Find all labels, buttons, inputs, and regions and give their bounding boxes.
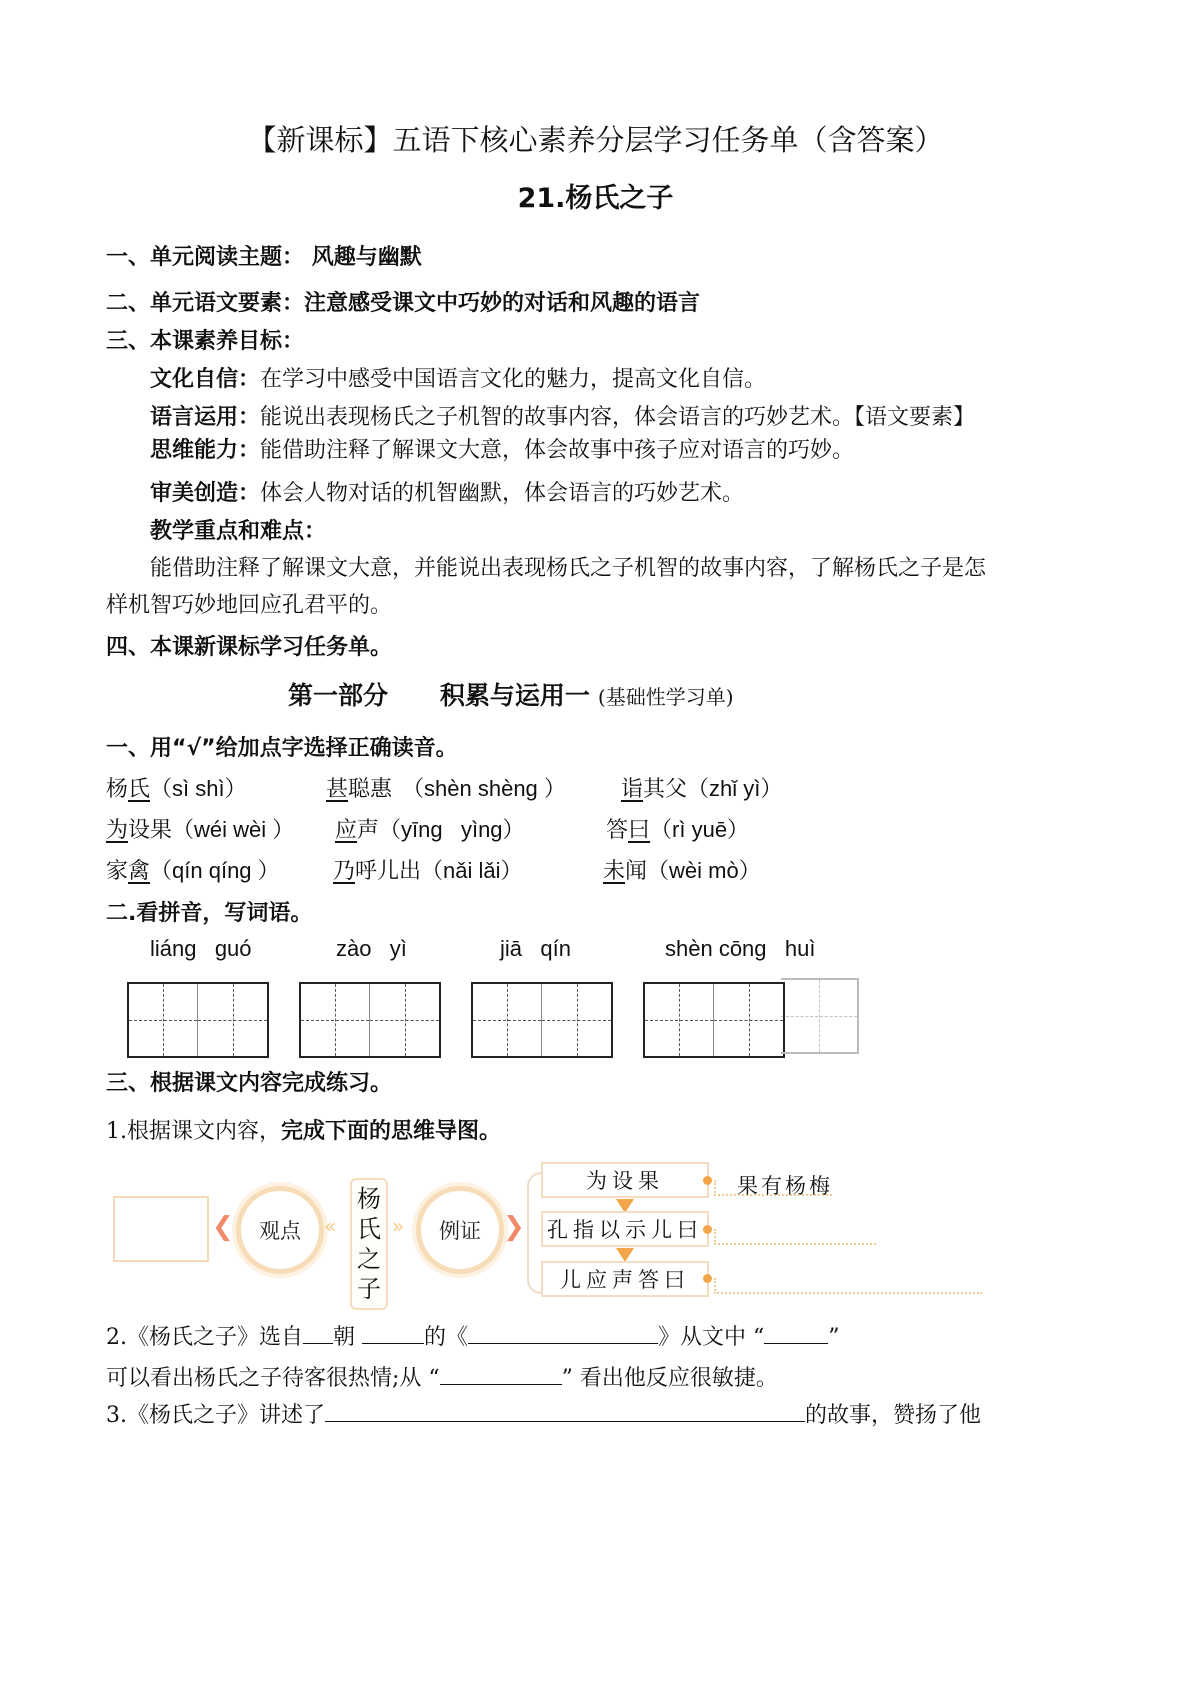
item-suffix: 声 (357, 818, 380, 843)
q1-title: 一、用“√”给加点字选择正确读音。 (106, 736, 458, 761)
step-answer: 果有杨梅 (737, 1174, 833, 1198)
viewpoint-circle: 观点 (236, 1186, 324, 1274)
pinyin-choice-item[interactable] (603, 854, 761, 885)
goal-text: 体会人物对话的机智幽默，体会语言的巧妙艺术。 (260, 481, 745, 506)
item-suffix: 设果 (128, 818, 173, 843)
pinyin-choice-item[interactable] (106, 854, 280, 885)
element-value: 注意感受课文中巧妙的对话和风趣的语言 (304, 291, 701, 316)
pinyin-choice-item[interactable] (606, 813, 749, 844)
item-prefix: 杨 (106, 777, 129, 802)
grid-cell[interactable] (129, 984, 198, 1056)
theme-label: 一、单元阅读主题： (106, 245, 305, 270)
grid-cell[interactable] (473, 984, 542, 1056)
q3-sub3 (106, 1398, 981, 1429)
item-suffix: 聪惠 (348, 777, 393, 802)
double-arrow-right-icon: » (392, 1214, 405, 1238)
writing-grid-partial[interactable] (781, 978, 859, 1054)
answer-line[interactable] (714, 1292, 982, 1294)
answer-box-viewpoint[interactable] (113, 1196, 209, 1262)
key-points-label: 教学重点和难点： (150, 519, 327, 544)
word-pinyin: jiā qín (500, 936, 571, 961)
document-title: 【新课标】五语下核心素养分层学习任务单（含答案） (247, 123, 944, 157)
pinyin-choice-item[interactable] (621, 772, 782, 803)
text: ” 看出他反应很敏捷。 (561, 1366, 778, 1391)
part1-title: 第一部分 (288, 681, 389, 710)
grid-cell[interactable] (645, 984, 714, 1056)
down-arrow-icon (616, 1248, 634, 1262)
text: 》从文中 “ (658, 1325, 765, 1350)
text: 朝 (333, 1325, 356, 1350)
center-char: 之 (357, 1245, 381, 1273)
connector-dot (703, 1274, 712, 1283)
item-target-char: 应 (335, 818, 358, 843)
item-pinyin-options: （nǎi lǎi） (421, 858, 523, 883)
text: ” (828, 1325, 840, 1350)
writing-grid[interactable] (643, 982, 785, 1058)
center-title-box (350, 1178, 388, 1310)
blank-dynasty[interactable] (303, 1323, 333, 1344)
text: 可以看出杨氏之子待客很热情;从 “ (106, 1366, 440, 1391)
element-row (106, 286, 700, 317)
text: 的《 (424, 1325, 469, 1350)
pinyin-choice-item[interactable] (326, 772, 566, 803)
goal-label: 语言运用： (150, 405, 261, 430)
double-arrow-left-icon: « (324, 1214, 337, 1238)
goal-label: 文化自信： (150, 367, 261, 392)
center-char: 杨 (357, 1185, 381, 1213)
theme-row (106, 240, 422, 271)
pinyin-choice-item[interactable] (335, 813, 525, 844)
goal-label: 审美创造： (150, 481, 261, 506)
writing-grid[interactable] (299, 982, 441, 1058)
connector-dot (703, 1225, 712, 1234)
word-pinyin: shèn cōng huì (665, 936, 816, 961)
part1-heading (288, 676, 734, 712)
word-pinyin: zào yì (336, 936, 407, 961)
goal-label: 思维能力： (150, 438, 261, 463)
goal-item (150, 433, 854, 464)
text: 2.《杨氏之子》选自 (106, 1325, 303, 1350)
item-pinyin-options: （yīng yìng） (379, 817, 525, 842)
grid-cell[interactable] (198, 984, 267, 1056)
text: 的故事，赞扬了他 (805, 1403, 982, 1428)
q3-sub2-line2 (106, 1361, 778, 1392)
writing-grid[interactable] (471, 982, 613, 1058)
item-target-char: 甚 (326, 777, 349, 802)
item-target-char: 诣 (621, 777, 644, 802)
item-pinyin-options: （wéi wèi ） (172, 817, 295, 842)
item-pinyin-options: （rì yuē） (650, 817, 750, 842)
sub1-prefix: 1.根据课文内容， (106, 1119, 281, 1144)
blank-quote2[interactable] (440, 1364, 562, 1385)
item-prefix: 答 (606, 818, 629, 843)
grid-cell[interactable] (781, 980, 857, 1052)
item-prefix: 家 (106, 859, 129, 884)
grid-cell[interactable] (301, 984, 370, 1056)
goal-text: 能借助注释了解课文大意，体会故事中孩子应对语言的巧妙。 (260, 438, 855, 463)
pinyin-choice-item[interactable] (333, 854, 523, 885)
blank-book[interactable] (468, 1323, 658, 1344)
grid-cell[interactable] (542, 984, 611, 1056)
example-circle: 例证 (416, 1186, 504, 1274)
lesson-title: 21.杨氏之子 (517, 183, 674, 214)
pinyin-choice-item[interactable] (106, 772, 247, 803)
step-box: 儿应声答曰 (541, 1261, 709, 1297)
sub1-instruction: 完成下面的思维导图。 (281, 1119, 502, 1144)
pinyin-choice-item[interactable] (106, 813, 294, 844)
q3-sub2-line1 (106, 1320, 840, 1351)
item-suffix: 闻 (625, 859, 648, 884)
goal-item (150, 362, 766, 393)
item-pinyin-options: （qín qíng ） (150, 858, 280, 883)
grid-cell[interactable] (714, 984, 783, 1056)
grid-cell[interactable] (370, 984, 439, 1056)
blank-story[interactable] (325, 1401, 805, 1422)
item-target-char: 乃 (333, 859, 356, 884)
q2-title: 二.看拼音，写词语。 (106, 901, 313, 926)
part1-subtitle: 积累与运用一 (439, 681, 590, 710)
step-box: 孔指以示儿曰 (541, 1211, 709, 1247)
arrow-right-icon: ❯ (503, 1212, 525, 1242)
blank-author[interactable] (362, 1323, 424, 1344)
item-target-char: 为 (106, 818, 129, 843)
step-box: 为设果 (541, 1162, 709, 1198)
item-suffix: 呼儿出 (355, 859, 422, 884)
arrow-left-icon: ❮ (212, 1212, 234, 1242)
goal-text: 在学习中感受中国语言文化的魅力，提高文化自信。 (260, 367, 767, 392)
item-pinyin-options: （zhǐ yì） (687, 776, 783, 801)
item-target-char: 禽 (128, 859, 151, 884)
text: 3.《杨氏之子》讲述了 (106, 1403, 325, 1428)
theme-value: 风趣与幽默 (311, 245, 422, 270)
goal-text: 能说出表现杨氏之子机智的故事内容，体会语言的巧妙艺术。【语文要素】 (260, 405, 976, 430)
item-pinyin-options: （shèn shèng ） (402, 776, 566, 801)
connector-dot (703, 1176, 712, 1185)
key-points-line: 能借助注释了解课文大意，并能说出表现杨氏之子机智的故事内容，了解杨氏之子是怎 (150, 556, 987, 581)
goals-label: 三、本课素养目标： (106, 329, 305, 354)
answer-line[interactable] (714, 1243, 876, 1245)
word-pinyin: liáng guó (150, 936, 252, 961)
task-label: 四、本课新课标学习任务单。 (106, 635, 393, 660)
goal-item (150, 476, 744, 507)
element-label: 二、单元语文要素： (106, 291, 305, 316)
writing-grid[interactable] (127, 982, 269, 1058)
item-suffix: 其父 (643, 777, 688, 802)
goal-item (150, 400, 975, 431)
item-target-char: 氏 (128, 777, 151, 802)
q3-sub1 (106, 1114, 501, 1145)
key-points-line: 样机智巧妙地回应孔君平的。 (106, 593, 393, 618)
item-pinyin-options: （sì shì） (150, 776, 247, 801)
item-target-char: 未 (603, 859, 626, 884)
center-char: 氏 (357, 1215, 381, 1243)
q3-title: 三、根据课文内容完成练习。 (106, 1071, 393, 1096)
part1-note: (基础性学习单) (597, 685, 734, 709)
center-char: 子 (357, 1275, 381, 1303)
item-target-char: 曰 (628, 818, 651, 843)
item-pinyin-options: （wèi mò） (647, 858, 761, 883)
blank-quote1[interactable] (764, 1323, 828, 1344)
